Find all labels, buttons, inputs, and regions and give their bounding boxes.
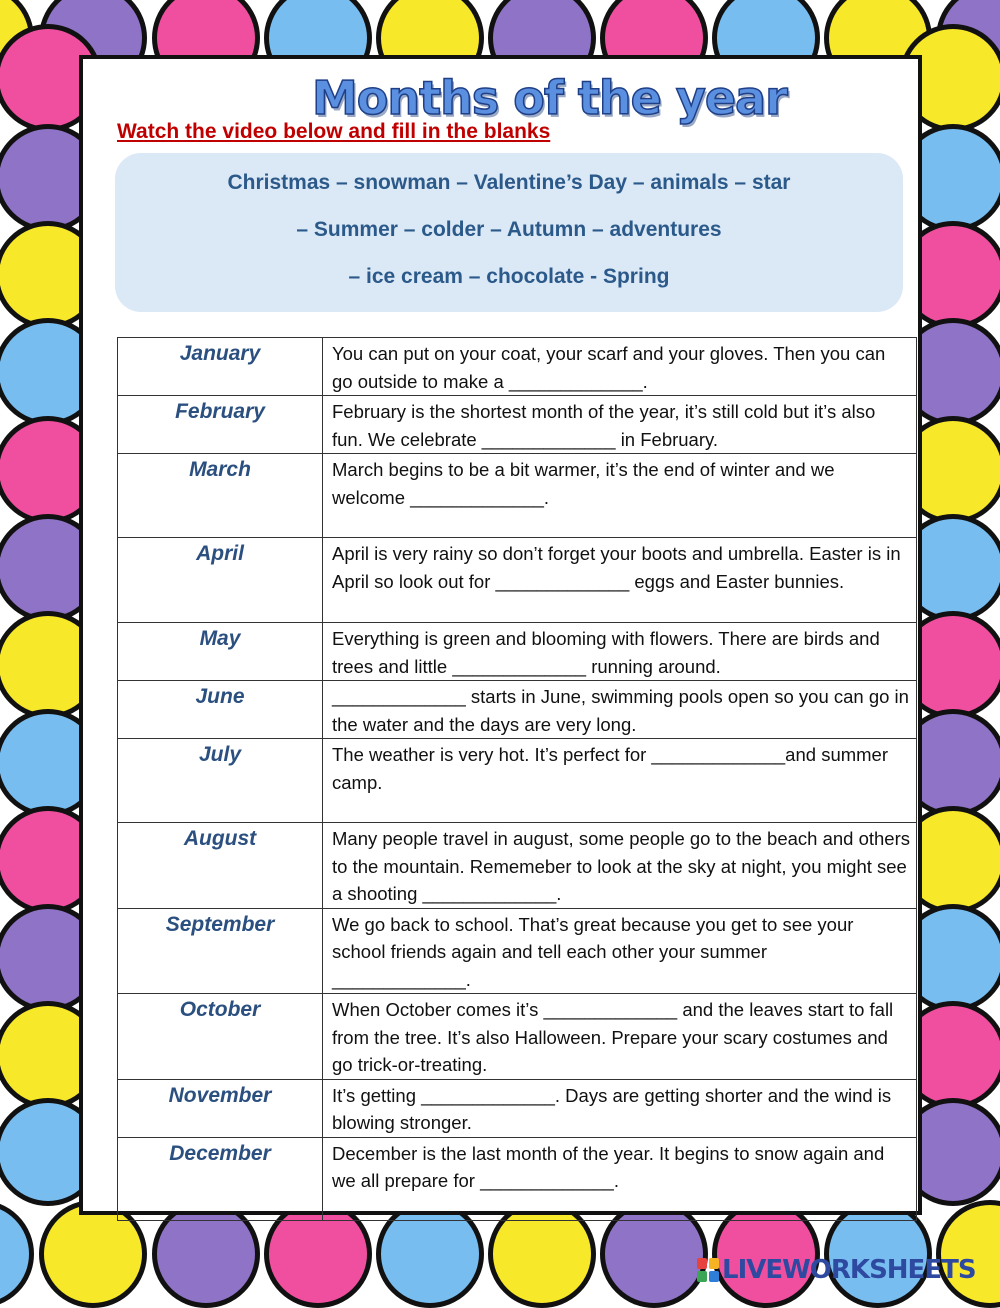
word-bank-line: – Summer – colder – Autumn – adventures: [296, 218, 722, 241]
table-row: [118, 739, 917, 823]
liveworksheets-logo: [697, 1255, 976, 1285]
month-name: September: [118, 908, 323, 994]
table-row: [118, 538, 917, 623]
month-name: April: [118, 538, 323, 623]
liveworksheets-logo-icon: [697, 1258, 719, 1282]
month-description[interactable]: _____________ starts in June, swimming pools open so you can go in the water and the days are very long.: [323, 681, 917, 739]
month-name: November: [118, 1079, 323, 1137]
month-name: December: [118, 1137, 323, 1220]
month-name: August: [118, 823, 323, 909]
table-row: [118, 994, 917, 1080]
word-bank-line: Christmas – snowman – Valentine’s Day – animals – star: [227, 171, 791, 194]
table-row: [118, 454, 917, 538]
month-description[interactable]: It’s getting _____________. Days are getting shorter and the wind is blowing stronger.: [323, 1079, 917, 1137]
month-description[interactable]: April is very rainy so don’t forget your boots and umbrella. Easter is in April so look out for _____________ eggs and Easter bunnies.: [323, 538, 917, 623]
month-description[interactable]: You can put on your coat, your scarf and your gloves. Then you can go outside to make a _____________.: [323, 338, 917, 396]
border-scallop: [0, 1200, 34, 1308]
month-description[interactable]: Many people travel in august, some people go to the beach and others to the mountain. Rememeber to look at the sky at night, you might see a shooting _____________.: [323, 823, 917, 909]
month-name: February: [118, 396, 323, 454]
month-name: October: [118, 994, 323, 1080]
month-description[interactable]: December is the last month of the year. It begins to snow again and we all prepare for _____________.: [323, 1137, 917, 1220]
month-name: May: [118, 623, 323, 681]
month-description[interactable]: The weather is very hot. It’s perfect for _____________and summer camp.: [323, 739, 917, 823]
table-row: [118, 681, 917, 739]
month-description[interactable]: We go back to school. That’s great because you get to see your school friends again and tell each other your summer _____________.: [323, 908, 917, 994]
month-name: July: [118, 739, 323, 823]
page-title: Months of the year: [312, 71, 787, 125]
word-bank: [115, 153, 903, 312]
month-description[interactable]: When October comes it’s _____________ and the leaves start to fall from the tree. It’s also Halloween. Prepare your scary costumes and go trick-or-treating.: [323, 994, 917, 1080]
month-description[interactable]: March begins to be a bit warmer, it’s the end of winter and we welcome _____________.: [323, 454, 917, 538]
table-row: [118, 823, 917, 909]
word-bank-line: – ice cream – chocolate - Spring: [348, 265, 670, 288]
table-row: [118, 396, 917, 454]
month-name: March: [118, 454, 323, 538]
border-scallop: [936, 1200, 1000, 1308]
table-row: [118, 623, 917, 681]
logo-text: LIVEWORKSHEETS: [722, 1255, 976, 1285]
table-row: [118, 1137, 917, 1220]
instruction-text: Watch the video below and fill in the blanks: [117, 120, 551, 143]
table-row: [118, 908, 917, 994]
month-description[interactable]: Everything is green and blooming with flowers. There are birds and trees and little _____________ running around.: [323, 623, 917, 681]
month-name: January: [118, 338, 323, 396]
table-row: [118, 338, 917, 396]
table-row: [118, 1079, 917, 1137]
month-name: June: [118, 681, 323, 739]
month-description[interactable]: February is the shortest month of the year, it’s still cold but it’s also fun. We celebrate _____________ in February.: [323, 396, 917, 454]
months-table: [117, 337, 917, 1221]
